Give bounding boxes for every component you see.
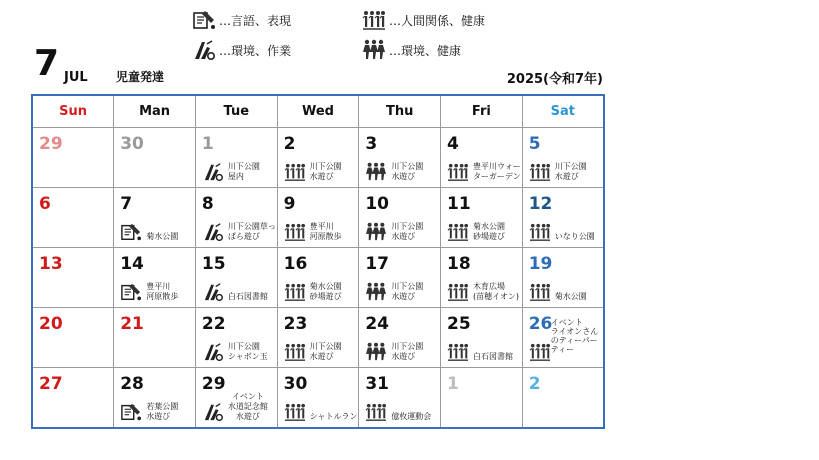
- day-number: 15: [201, 254, 226, 274]
- event-label: 白石図書館: [473, 352, 514, 361]
- day-cell[interactable]: [522, 368, 604, 429]
- day-cell[interactable]: [359, 248, 441, 308]
- week-row: [32, 188, 604, 248]
- week-row: [32, 368, 604, 429]
- day-cell[interactable]: [277, 368, 359, 429]
- day-number: 29: [201, 374, 226, 394]
- day-cell[interactable]: [195, 128, 277, 188]
- people-group-icon: [362, 9, 386, 31]
- day-cell[interactable]: [195, 188, 277, 248]
- hands-craft-icon: [202, 222, 224, 242]
- event-label: 川下公園 シャボン玉: [227, 342, 268, 361]
- day-number: 1: [201, 134, 214, 154]
- day-number: 2: [283, 134, 296, 154]
- event-label: 菊水公園: [554, 292, 587, 301]
- weekday-thu: Thu: [359, 95, 441, 128]
- day-cell[interactable]: [114, 128, 196, 188]
- day-number: 1: [447, 374, 459, 394]
- day-number: 12: [528, 194, 553, 214]
- legend-label: …人間関係、健康: [389, 13, 486, 28]
- day-number: 14: [120, 254, 144, 274]
- day-number: 23: [283, 314, 308, 334]
- event-label: イベント ライオンさん のティーパー ティー: [550, 318, 599, 354]
- people-group-icon: [529, 222, 551, 242]
- hands-craft-icon: [202, 402, 224, 422]
- day-cell[interactable]: [277, 248, 359, 308]
- walking-people-icon: [365, 162, 387, 182]
- day-cell[interactable]: [441, 368, 523, 429]
- event-label: 川下公園 水遊び: [391, 342, 424, 361]
- day-cell[interactable]: [114, 368, 196, 429]
- hands-craft-icon: [202, 282, 224, 302]
- day-number: 6: [39, 194, 51, 214]
- day-number: 8: [201, 194, 214, 214]
- day-number: 7: [120, 194, 133, 214]
- people-group-icon: [447, 222, 469, 242]
- hands-craft-icon: [202, 342, 224, 362]
- people-group-icon: [447, 282, 469, 302]
- event-label: 川下公園 水遊び: [391, 162, 424, 181]
- hands-craft-icon: [202, 162, 224, 182]
- people-group-icon: [365, 402, 387, 422]
- day-cell[interactable]: [359, 188, 441, 248]
- day-cell[interactable]: [114, 308, 196, 368]
- day-cell[interactable]: [32, 188, 114, 248]
- day-number: 5: [528, 134, 541, 154]
- day-number: 30: [283, 374, 308, 394]
- day-cell[interactable]: [522, 248, 604, 308]
- day-number: 19: [528, 254, 553, 274]
- legend-label: …言語、表現: [219, 13, 292, 28]
- event-label: 川下公園 水遊び: [309, 342, 342, 361]
- day-number: 21: [120, 314, 144, 334]
- event-label: 豊平川ウォー ターガーデン: [473, 162, 521, 181]
- day-number: 30: [120, 134, 144, 154]
- day-cell[interactable]: [441, 128, 523, 188]
- event-label: 川下公園 水遊び: [391, 222, 424, 241]
- year-label: 2025(令和7年): [506, 72, 603, 87]
- day-number: 2: [528, 374, 541, 394]
- month-number: 7: [34, 43, 60, 84]
- event-label: 川下公園 水遊び: [391, 282, 424, 301]
- day-number: 28: [120, 374, 144, 394]
- hands-craft-icon: [192, 39, 216, 61]
- event-label: いなり公園: [554, 232, 595, 241]
- event-label: 菊水公園 砂場遊び: [309, 282, 342, 301]
- day-number: 17: [365, 254, 389, 274]
- weekday-wed: Wed: [277, 95, 359, 128]
- day-number: 18: [447, 254, 471, 274]
- day-cell[interactable]: [114, 188, 196, 248]
- speech-icon: [120, 282, 142, 302]
- people-group-icon: [284, 282, 306, 302]
- day-cell[interactable]: [359, 128, 441, 188]
- event-label: 億枚運動会: [391, 412, 432, 421]
- day-cell[interactable]: [441, 248, 523, 308]
- legend-item-people-group: [362, 9, 485, 31]
- people-group-icon: [447, 162, 469, 182]
- day-number: 4: [447, 134, 459, 154]
- day-cell[interactable]: [195, 308, 277, 368]
- week-row: [32, 128, 604, 188]
- day-cell[interactable]: [277, 308, 359, 368]
- people-group-icon: [529, 162, 551, 182]
- week-row: [32, 248, 604, 308]
- month-name: JUL: [64, 70, 88, 85]
- event-label: シャトルラン: [309, 412, 358, 421]
- people-group-icon: [284, 402, 306, 422]
- day-number: 20: [39, 314, 63, 334]
- group-name: 児童発達: [116, 70, 165, 84]
- event-label: 豊平川 河原散歩: [146, 282, 179, 301]
- day-cell[interactable]: [359, 368, 441, 429]
- day-number: 25: [447, 314, 471, 334]
- legend-label: …環境、作業: [219, 43, 292, 58]
- event-label: 若葉公園 水遊び: [146, 402, 179, 421]
- speech-icon: [120, 402, 142, 422]
- day-number: 11: [447, 194, 471, 214]
- day-number: 3: [365, 134, 378, 154]
- event-label: 白石図書館: [227, 292, 268, 301]
- day-cell[interactable]: [277, 128, 359, 188]
- event-label: 菊水公園: [146, 232, 179, 241]
- day-cell[interactable]: [441, 188, 523, 248]
- day-cell[interactable]: [277, 188, 359, 248]
- day-cell[interactable]: [441, 308, 523, 368]
- day-cell[interactable]: [32, 128, 114, 188]
- day-number: 16: [283, 254, 308, 274]
- day-cell[interactable]: [522, 188, 604, 248]
- people-group-icon: [447, 342, 469, 362]
- people-group-icon: [284, 222, 306, 242]
- event-label: 菊水公園 砂場遊び: [473, 222, 506, 241]
- day-number: 13: [39, 254, 63, 274]
- walking-people-icon: [365, 342, 387, 362]
- walking-people-icon: [362, 39, 386, 61]
- day-cell[interactable]: [32, 248, 114, 308]
- weekday-tue: Tue: [195, 95, 277, 128]
- event-label: 豊平川 河原散歩: [309, 222, 342, 241]
- walking-people-icon: [365, 222, 387, 242]
- event-label: イベント 水道記念館 水遊び: [227, 392, 268, 421]
- legend-label: …環境、健康: [389, 43, 462, 58]
- calendar-grid: [31, 94, 605, 429]
- event-label: 川下公園 屋内: [227, 162, 260, 181]
- weekday-fri: Fri: [441, 95, 523, 128]
- speech-icon: [120, 222, 142, 242]
- day-number: 10: [365, 194, 389, 214]
- people-group-icon: [284, 342, 306, 362]
- day-cell[interactable]: [32, 308, 114, 368]
- day-cell[interactable]: [195, 248, 277, 308]
- people-group-icon: [529, 342, 551, 362]
- weekday-header-row: [32, 95, 604, 128]
- day-number: 26: [528, 314, 553, 334]
- legend-item-walking-people: [362, 39, 461, 61]
- speech-icon: [192, 9, 216, 31]
- event-label: 川下公園 水遊び: [309, 162, 342, 181]
- event-label: 川下公園 水遊び: [554, 162, 587, 181]
- day-number: 31: [365, 374, 389, 394]
- day-cell[interactable]: [522, 128, 604, 188]
- weekday-sun: Sun: [32, 95, 114, 128]
- event-label: 川下公園草っ ぱら遊び: [227, 222, 276, 241]
- weekday-sat: Sat: [522, 95, 604, 128]
- day-number: 27: [39, 374, 63, 394]
- people-group-icon: [529, 282, 551, 302]
- week-row: [32, 308, 604, 368]
- legend-item-hands-craft: [192, 39, 291, 61]
- walking-people-icon: [365, 282, 387, 302]
- weekday-mon: Man: [114, 95, 196, 128]
- day-number: 9: [283, 194, 296, 214]
- people-group-icon: [284, 162, 306, 182]
- event-label: 木育広場 (苗穂イオン): [473, 282, 520, 301]
- day-number: 22: [201, 314, 226, 334]
- day-cell[interactable]: [114, 248, 196, 308]
- day-cell[interactable]: [32, 368, 114, 429]
- day-cell[interactable]: [359, 308, 441, 368]
- day-number: 29: [39, 134, 63, 154]
- legend-item-speech: [192, 9, 291, 31]
- day-number: 24: [365, 314, 389, 334]
- day-cell[interactable]: [195, 368, 277, 429]
- day-cell[interactable]: [522, 308, 604, 368]
